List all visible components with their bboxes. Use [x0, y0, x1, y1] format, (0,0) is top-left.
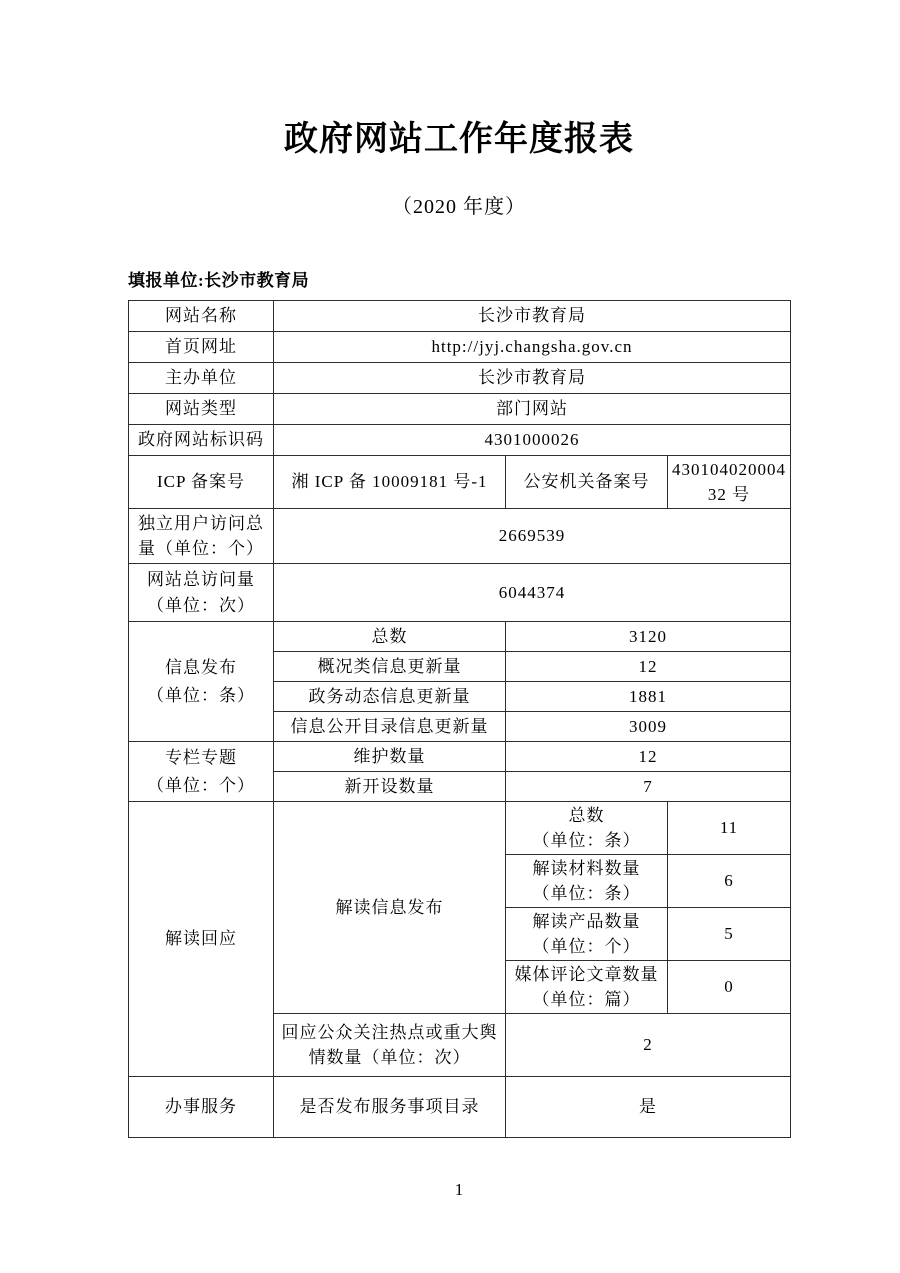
- special-columns-row-value: 7: [506, 772, 791, 802]
- interpretation-row-label: [506, 908, 668, 961]
- home-url-value: http://jyj.changsha.gov.cn: [274, 332, 791, 363]
- table-row-home-url: [129, 332, 791, 363]
- interpretation-publish-label: 解读信息发布: [274, 802, 506, 1014]
- page-number: 1: [454, 1180, 464, 1199]
- table-row-info-publish-total: [129, 622, 791, 652]
- section-interpretation: 解读回应: [129, 802, 274, 1077]
- table-row-total-visits: [129, 564, 791, 622]
- table-row-site-name: [129, 301, 791, 332]
- interpretation-row-label: [506, 855, 668, 908]
- icp-label: ICP 备案号: [129, 456, 274, 509]
- table-row-site-type: [129, 394, 791, 425]
- section-info-publish: [129, 622, 274, 742]
- interpretation-row-unit-text: （单位：条）: [532, 831, 641, 850]
- interpretation-row-label-text: 解读材料数量: [532, 858, 641, 878]
- info-publish-row-label: 总数: [274, 622, 506, 652]
- info-publish-row-value: 3009: [506, 712, 791, 742]
- police-record-label: 公安机关备案号: [506, 456, 668, 509]
- table-row-interpretation-total: [129, 802, 791, 855]
- info-publish-row-value: 12: [506, 652, 791, 682]
- special-columns-row-label: 新开设数量: [274, 772, 506, 802]
- total-visits-value: 6044374: [274, 564, 791, 622]
- table-row-service-catalog: [129, 1077, 791, 1138]
- hotspot-response-label: 回应公众关注热点或重大舆情数量（单位：次）: [274, 1014, 506, 1077]
- table-row-unique-visitors: [129, 509, 791, 564]
- interpretation-row-unit-text: （单位：个）: [532, 937, 641, 956]
- interpretation-row-value: 5: [668, 908, 791, 961]
- organizer-value: 长沙市教育局: [274, 363, 791, 394]
- unique-visitors-value: 2669539: [274, 509, 791, 564]
- total-visits-label: 网站总访问量（单位：次）: [129, 564, 274, 622]
- table-row-organizer: [129, 363, 791, 394]
- interpretation-row-unit-text: （单位：篇）: [532, 990, 641, 1009]
- organizer-label: 主办单位: [129, 363, 274, 394]
- site-code-label: 政府网站标识码: [129, 425, 274, 456]
- special-columns-row-value: 12: [506, 742, 791, 772]
- interpretation-row-label: [506, 802, 668, 855]
- site-type-value: 部门网站: [274, 394, 791, 425]
- info-publish-row-value: 1881: [506, 682, 791, 712]
- reporting-unit: 填报单位:长沙市教育局: [128, 271, 310, 290]
- info-publish-row-label: 政务动态信息更新量: [274, 682, 506, 712]
- info-publish-row-label: 信息公开目录信息更新量: [274, 712, 506, 742]
- section-special-columns-label: 专栏专题: [165, 748, 237, 768]
- interpretation-row-label: [506, 961, 668, 1014]
- interpretation-row-value: 11: [668, 802, 791, 855]
- interpretation-row-value: 0: [668, 961, 791, 1014]
- info-publish-row-label: 概况类信息更新量: [274, 652, 506, 682]
- site-code-value: 4301000026: [274, 425, 791, 456]
- info-publish-row-value: 3120: [506, 622, 791, 652]
- report-content: [128, 0, 790, 1138]
- interpretation-row-label-text: 解读产品数量: [532, 911, 641, 931]
- interpretation-row-value: 6: [668, 855, 791, 908]
- section-info-publish-unit: （单位：条）: [147, 685, 255, 705]
- interpretation-row-label-text: 总数: [568, 805, 605, 825]
- table-row-icp: [129, 456, 791, 509]
- services-row-value: 是: [506, 1077, 791, 1138]
- table-row-site-code: [129, 425, 791, 456]
- site-name-label: 网站名称: [129, 301, 274, 332]
- unique-visitors-label: 独立用户访问总量（单位：个）: [129, 509, 274, 564]
- services-row-label: 是否发布服务事项目录: [274, 1077, 506, 1138]
- page-title: 政府网站工作年度报表: [284, 120, 634, 158]
- police-record-value: 43010402000432 号: [668, 456, 791, 509]
- special-columns-row-label: 维护数量: [274, 742, 506, 772]
- icp-value: 湘 ICP 备 10009181 号-1: [274, 456, 506, 509]
- section-special-columns: [129, 742, 274, 802]
- site-name-value: 长沙市教育局: [274, 301, 791, 332]
- home-url-label: 首页网址: [129, 332, 274, 363]
- table-row-columns-maintained: [129, 742, 791, 772]
- annual-report-table: [128, 300, 791, 1138]
- section-special-columns-unit: （单位：个）: [147, 775, 255, 795]
- hotspot-response-value: 2: [506, 1014, 791, 1077]
- interpretation-row-label-text: 媒体评论文章数量: [514, 964, 659, 984]
- page-subtitle: （2020 年度）: [392, 196, 526, 218]
- interpretation-row-unit-text: （单位：条）: [532, 884, 641, 903]
- section-services: 办事服务: [129, 1077, 274, 1138]
- section-info-publish-label: 信息发布: [165, 658, 237, 678]
- site-type-label: 网站类型: [129, 394, 274, 425]
